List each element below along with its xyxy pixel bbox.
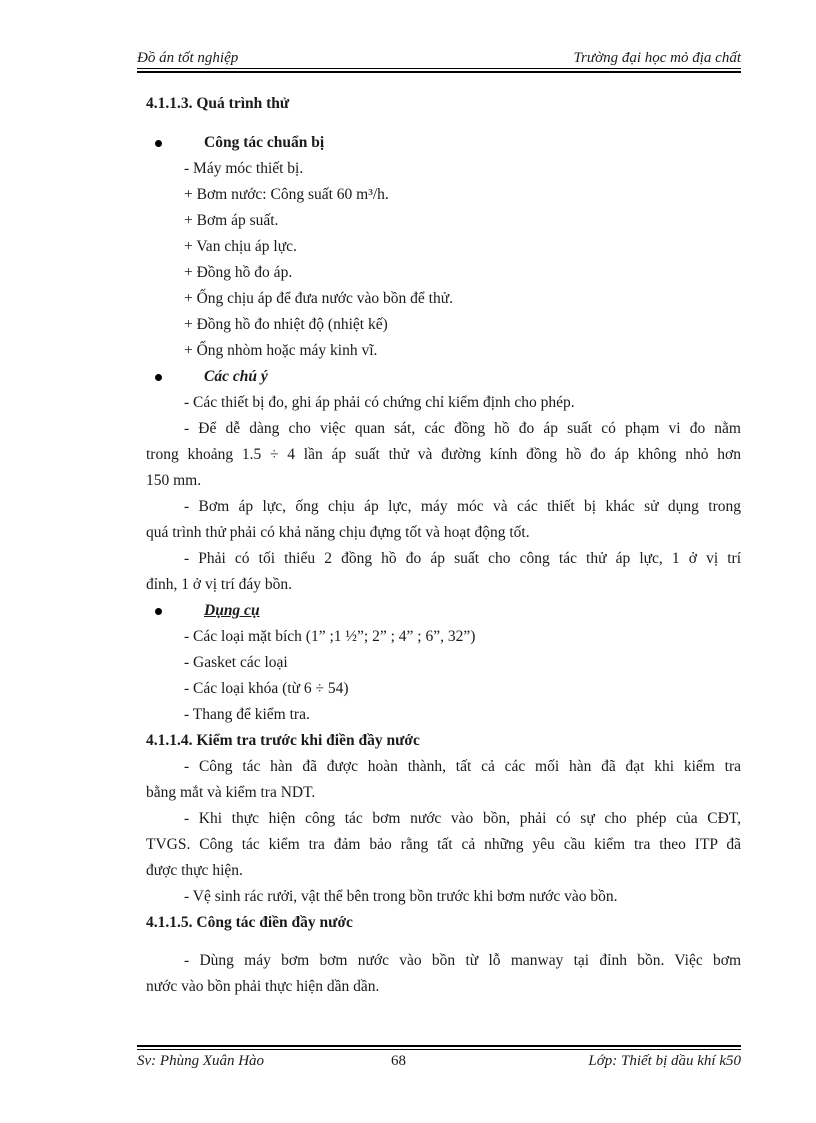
note-line: - Các thiết bị đo, ghi áp phải có chứng chỉ kiểm định cho phép.	[184, 394, 575, 411]
prep-item: + Đồng hồ đo nhiệt độ (nhiệt kế)	[184, 316, 388, 333]
section-4-1-1-3-title: 4.1.1.3. Quá trình thử	[146, 95, 290, 112]
s4-line: - Công tác hàn đã được hoàn thành, tất cả các mối hàn đã đạt khi kiểm tra	[184, 758, 741, 775]
note-line: - Bơm áp lực, ống chịu áp lực, máy móc và các thiết bị khác sử dụng trong	[184, 498, 741, 515]
tool-item: - Thang để kiểm tra.	[184, 706, 310, 723]
prep-heading: Công tác chuẩn bị	[161, 132, 324, 154]
header-right: Trường đại học mỏ địa chất	[573, 50, 741, 66]
s4-line: bằng mắt và kiểm tra NDT.	[146, 784, 316, 801]
note-line: quá trình thử phải có khả năng chịu đựng tốt và hoạt động tốt.	[146, 524, 530, 541]
prep-item: + Van chịu áp lực.	[184, 238, 297, 255]
tool-item: - Gasket các loại	[184, 654, 288, 671]
tool-item: - Các loại khóa (từ 6 ÷ 54)	[184, 680, 349, 697]
section-4-1-1-4-title: 4.1.1.4. Kiểm tra trước khi điền đầy nước	[146, 732, 420, 749]
notes-heading: Các chú ý	[161, 366, 268, 388]
page-header	[137, 50, 741, 70]
note-line: - Phải có tối thiểu 2 đồng hồ đo áp suất cho công tác thử áp lực, 1 ở vị trí	[184, 550, 741, 567]
header-rule-bottom	[137, 71, 741, 73]
note-line: - Để dễ dàng cho việc quan sát, các đồng hồ đo áp suất có phạm vi đo nằm	[184, 420, 741, 437]
bullet-icon	[155, 608, 162, 615]
prep-item: + Bơm nước: Công suất 60 m³/h.	[184, 186, 389, 203]
bullet-icon	[155, 140, 162, 147]
footer-rule-bottom	[137, 1049, 741, 1050]
prep-item: + Ống nhòm hoặc máy kinh vĩ.	[184, 342, 378, 359]
prep-item: + Đồng hồ đo áp.	[184, 264, 293, 281]
tool-item: - Các loại mặt bích (1” ;1 ½”; 2” ; 4” ; 6”, 32”)	[184, 628, 476, 645]
page-footer	[137, 1053, 741, 1073]
section-4-1-1-5-title: 4.1.1.5. Công tác điền đầy nước	[146, 914, 353, 931]
s4-line: - Vệ sinh rác rưởi, vật thể bên trong bồn trước khi bơm nước vào bồn.	[184, 888, 618, 905]
footer-class: Lớp: Thiết bị dầu khí k50	[588, 1053, 741, 1069]
note-line: 150 mm.	[146, 472, 202, 489]
note-line: trong khoảng 1.5 ÷ 4 lần áp suất thử và đường kính đồng hồ đo áp không nhỏ hơn	[146, 446, 741, 463]
page-number: 68	[391, 1053, 406, 1069]
prep-item: + Ống chịu áp để đưa nước vào bồn để thử.	[184, 290, 453, 307]
prep-item: + Bơm áp suất.	[184, 212, 279, 229]
footer-rule-top	[137, 1045, 741, 1047]
tools-heading: Dụng cụ	[161, 600, 260, 622]
prep-item: - Máy móc thiết bị.	[184, 160, 304, 177]
s4-line: TVGS. Công tác kiểm tra đảm bảo rằng tất cả những yêu cầu kiểm tra theo ITP đã	[146, 836, 741, 853]
s5-line: nước vào bồn phải thực hiện dần dần.	[146, 978, 380, 995]
header-rule-top	[137, 68, 741, 69]
s4-line: được thực hiện.	[146, 862, 243, 879]
header-left: Đồ án tốt nghiệp	[137, 50, 239, 66]
s5-line: - Dùng máy bơm bơm nước vào bồn từ lỗ manway tại đỉnh bồn. Việc bơm	[184, 952, 741, 969]
note-line: đỉnh, 1 ở vị trí đáy bồn.	[146, 576, 292, 593]
bullet-icon	[155, 374, 162, 381]
footer-author: Sv: Phùng Xuân Hào	[137, 1053, 265, 1069]
s4-line: - Khi thực hiện công tác bơm nước vào bồn, phải có sự cho phép của CĐT,	[184, 810, 741, 827]
